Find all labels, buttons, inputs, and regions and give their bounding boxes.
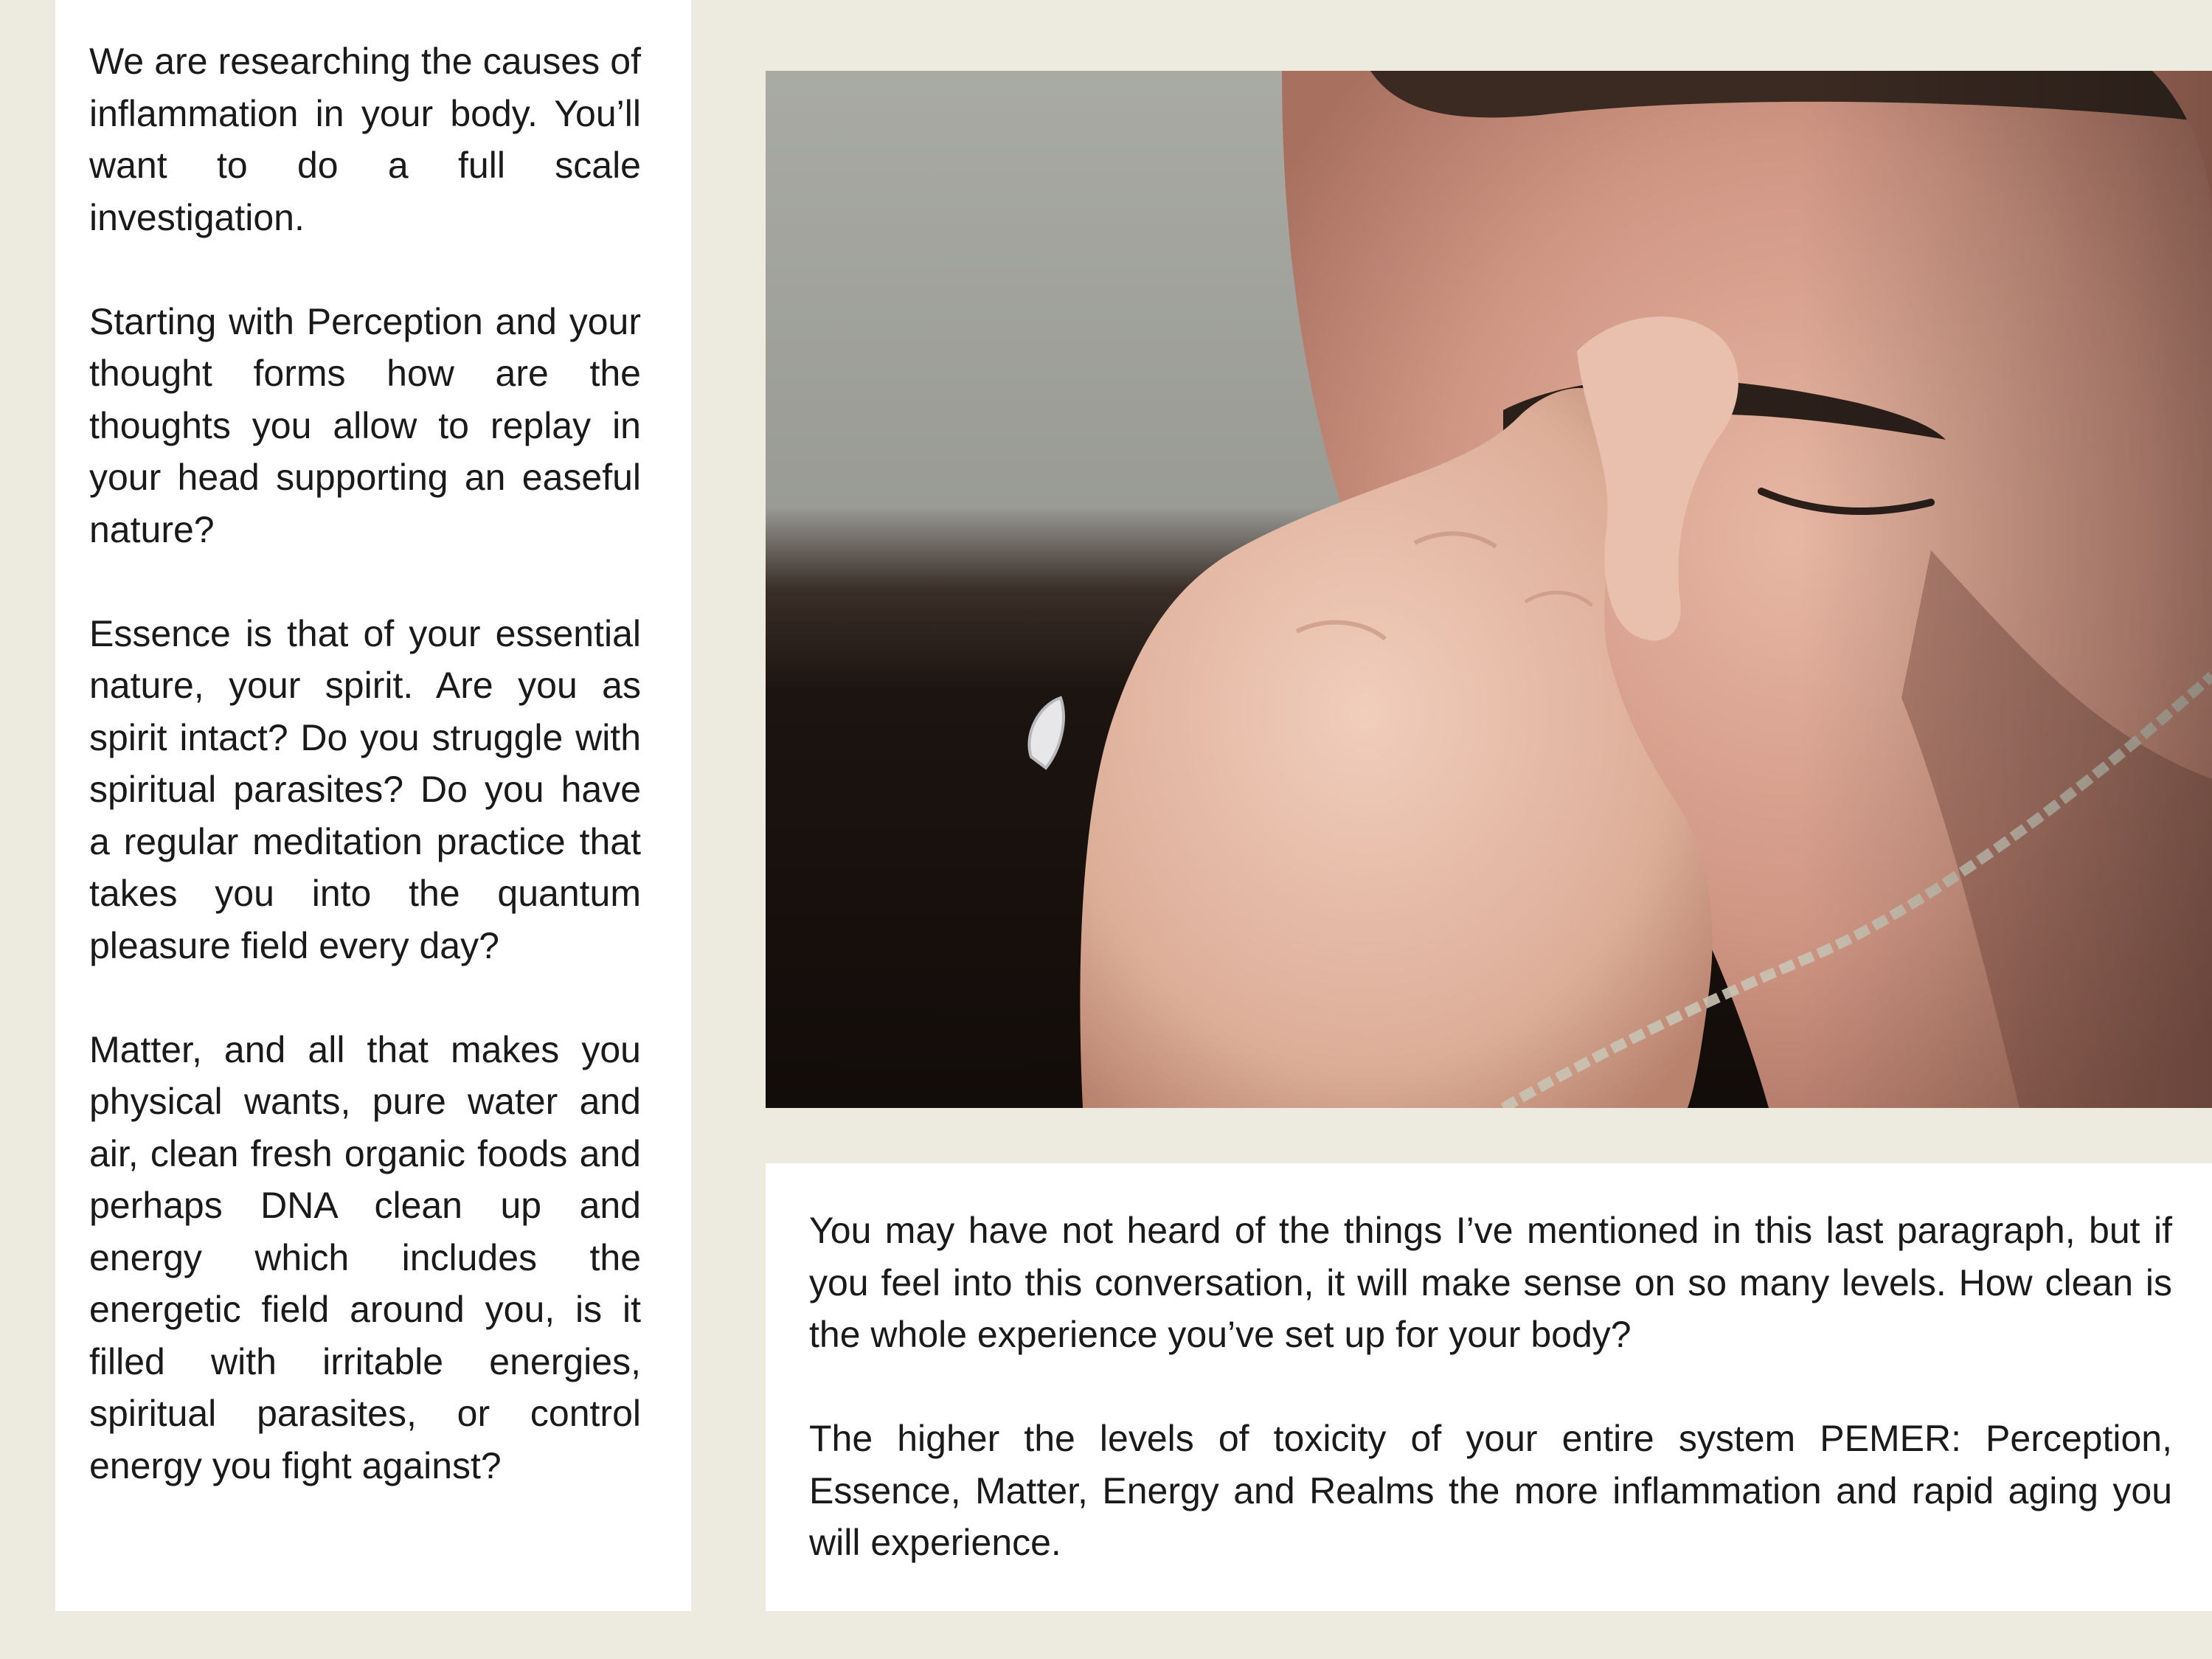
- paragraph-perception: Starting with Perception and your thought forms how are the thoughts you allow to replay in your head supporting an easeful nature?: [89, 300, 641, 550]
- paragraph-essence: Essence is that of your essential nature, your spirit. Are you as spirit intact? Do you struggle with spiritual parasites? Do you have a regular meditation practice that takes you into the quantum pleasure field every day?: [89, 612, 641, 966]
- paragraph-pemer-toxicity: The higher the levels of toxicity of your entire system PEMER: Perception, Essence, Matter, Energy and Realms the more inflammation and rapid aging you will experience.: [809, 1418, 2172, 1563]
- paragraph-investigation: We are researching the causes of inflammation in your body. You’ll want to do a full scale investigation.: [89, 41, 641, 238]
- man-headache-photo: [766, 71, 2212, 1108]
- bottom-text-panel: [766, 1163, 2212, 1611]
- left-text-panel: [55, 0, 691, 1611]
- paragraph-matter: Matter, and all that makes you physical wants, pure water and air, clean fresh organic foods and perhaps DNA clean up and energy which includes the energetic field around you, is it filled with irritable energies, spiritual parasites, or control energy you fight against?: [89, 1028, 641, 1486]
- paragraph-unfamiliar-things: You may have not heard of the things I’ve mentioned in this last paragraph, but if you feel into this conversation, it will make sense on so many levels. How clean is the whole experience you’ve set up for your body?: [809, 1210, 2172, 1355]
